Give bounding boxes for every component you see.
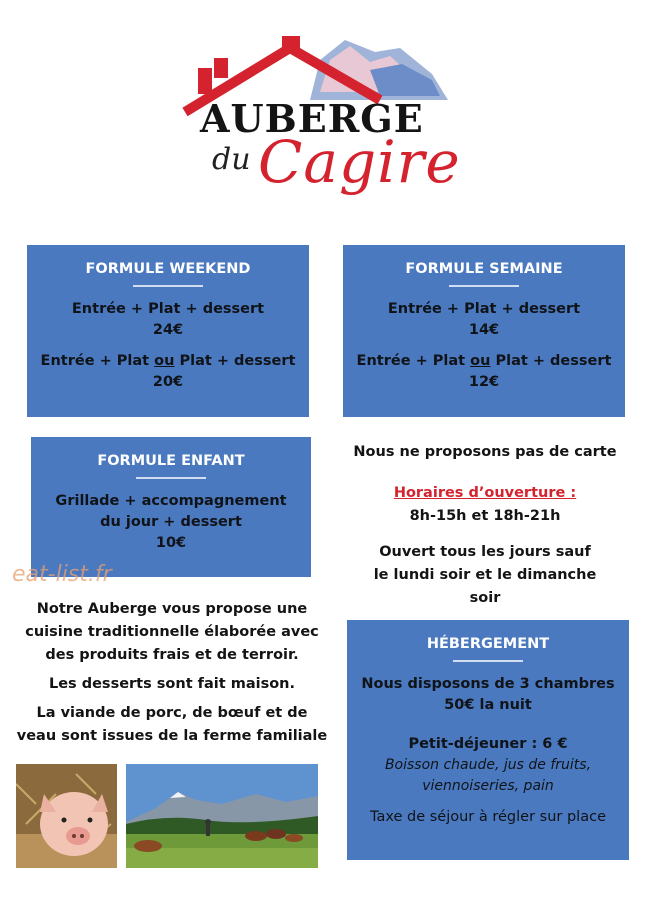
pig-photo [16, 764, 117, 868]
about-line5: La viande de porc, de bœuf et de [36, 705, 308, 721]
formule-enfant-title: FORMULE ENFANT [97, 453, 245, 469]
weekend-price2: 20€ [152, 374, 184, 390]
weekend-price1: 24€ [152, 322, 184, 338]
divider [449, 285, 519, 287]
about-line6: veau sont issues de la ferme familiale [16, 728, 328, 744]
hours-block [330, 482, 640, 528]
pig-image [16, 764, 117, 868]
divider [136, 477, 206, 479]
watermark: eat-list.fr [12, 562, 112, 587]
divider [453, 660, 523, 662]
heb-line3: Petit-déjeuner : 6 € [408, 736, 568, 752]
enfant-line1: Grillade + accompagnement [55, 493, 287, 509]
landscape-image [126, 764, 318, 868]
hebergement-title: HÉBERGEMENT [426, 636, 550, 652]
heb-line6: Taxe de séjour à régler sur place [370, 809, 606, 825]
weekend-line1: Entrée + Plat + dessert [71, 301, 265, 317]
farm-photo [126, 764, 318, 868]
about-line1: Notre Auberge vous propose une [36, 601, 308, 617]
formule-weekend-title: FORMULE WEEKEND [85, 261, 251, 277]
formule-semaine-box [343, 245, 625, 417]
opening-line2: le lundi soir et le dimanche [373, 567, 597, 583]
hours-text: 8h-15h et 18h-21h [409, 508, 561, 524]
opening-line3: soir [469, 590, 501, 606]
hours-title: Horaires d’ouverture : [393, 485, 577, 501]
no-carte-text: Nous ne proposons pas de carte [353, 444, 617, 460]
hebergement-box [347, 620, 629, 860]
semaine-line2: Entrée + Plat ou Plat + dessert [356, 353, 612, 369]
logo-du-text: du [212, 142, 251, 177]
about-line4: Les desserts sont fait maison. [48, 676, 296, 692]
about-line3: des produits frais et de terroir. [45, 647, 299, 663]
enfant-line2: du jour + dessert [100, 514, 242, 530]
about-text [12, 598, 332, 748]
opening-line1: Ouvert tous les jours sauf [379, 544, 591, 560]
formule-weekend-box [27, 245, 309, 417]
weekend-line2: Entrée + Plat ou Plat + dessert [40, 353, 296, 369]
logo-auberge-text: AUBERGE [200, 96, 424, 141]
about-line2: cuisine traditionnelle élaborée avec [25, 624, 319, 640]
divider [133, 285, 203, 287]
semaine-price1: 14€ [468, 322, 500, 338]
heb-line2: 50€ la nuit [444, 697, 532, 713]
heb-line1: Nous disposons de 3 chambres [361, 676, 615, 692]
logo-cagire-text: Cagire [258, 128, 461, 196]
opening-days [330, 541, 640, 610]
formule-enfant-box [31, 437, 311, 577]
auberge-logo [170, 30, 480, 210]
heb-line5: viennoiseries, pain [422, 778, 554, 794]
semaine-line1: Entrée + Plat + dessert [387, 301, 581, 317]
semaine-price2: 12€ [468, 374, 500, 390]
heb-line4: Boisson chaude, jus de fruits, [384, 757, 592, 773]
enfant-price: 10€ [155, 535, 187, 551]
formule-semaine-title: FORMULE SEMAINE [405, 261, 563, 277]
